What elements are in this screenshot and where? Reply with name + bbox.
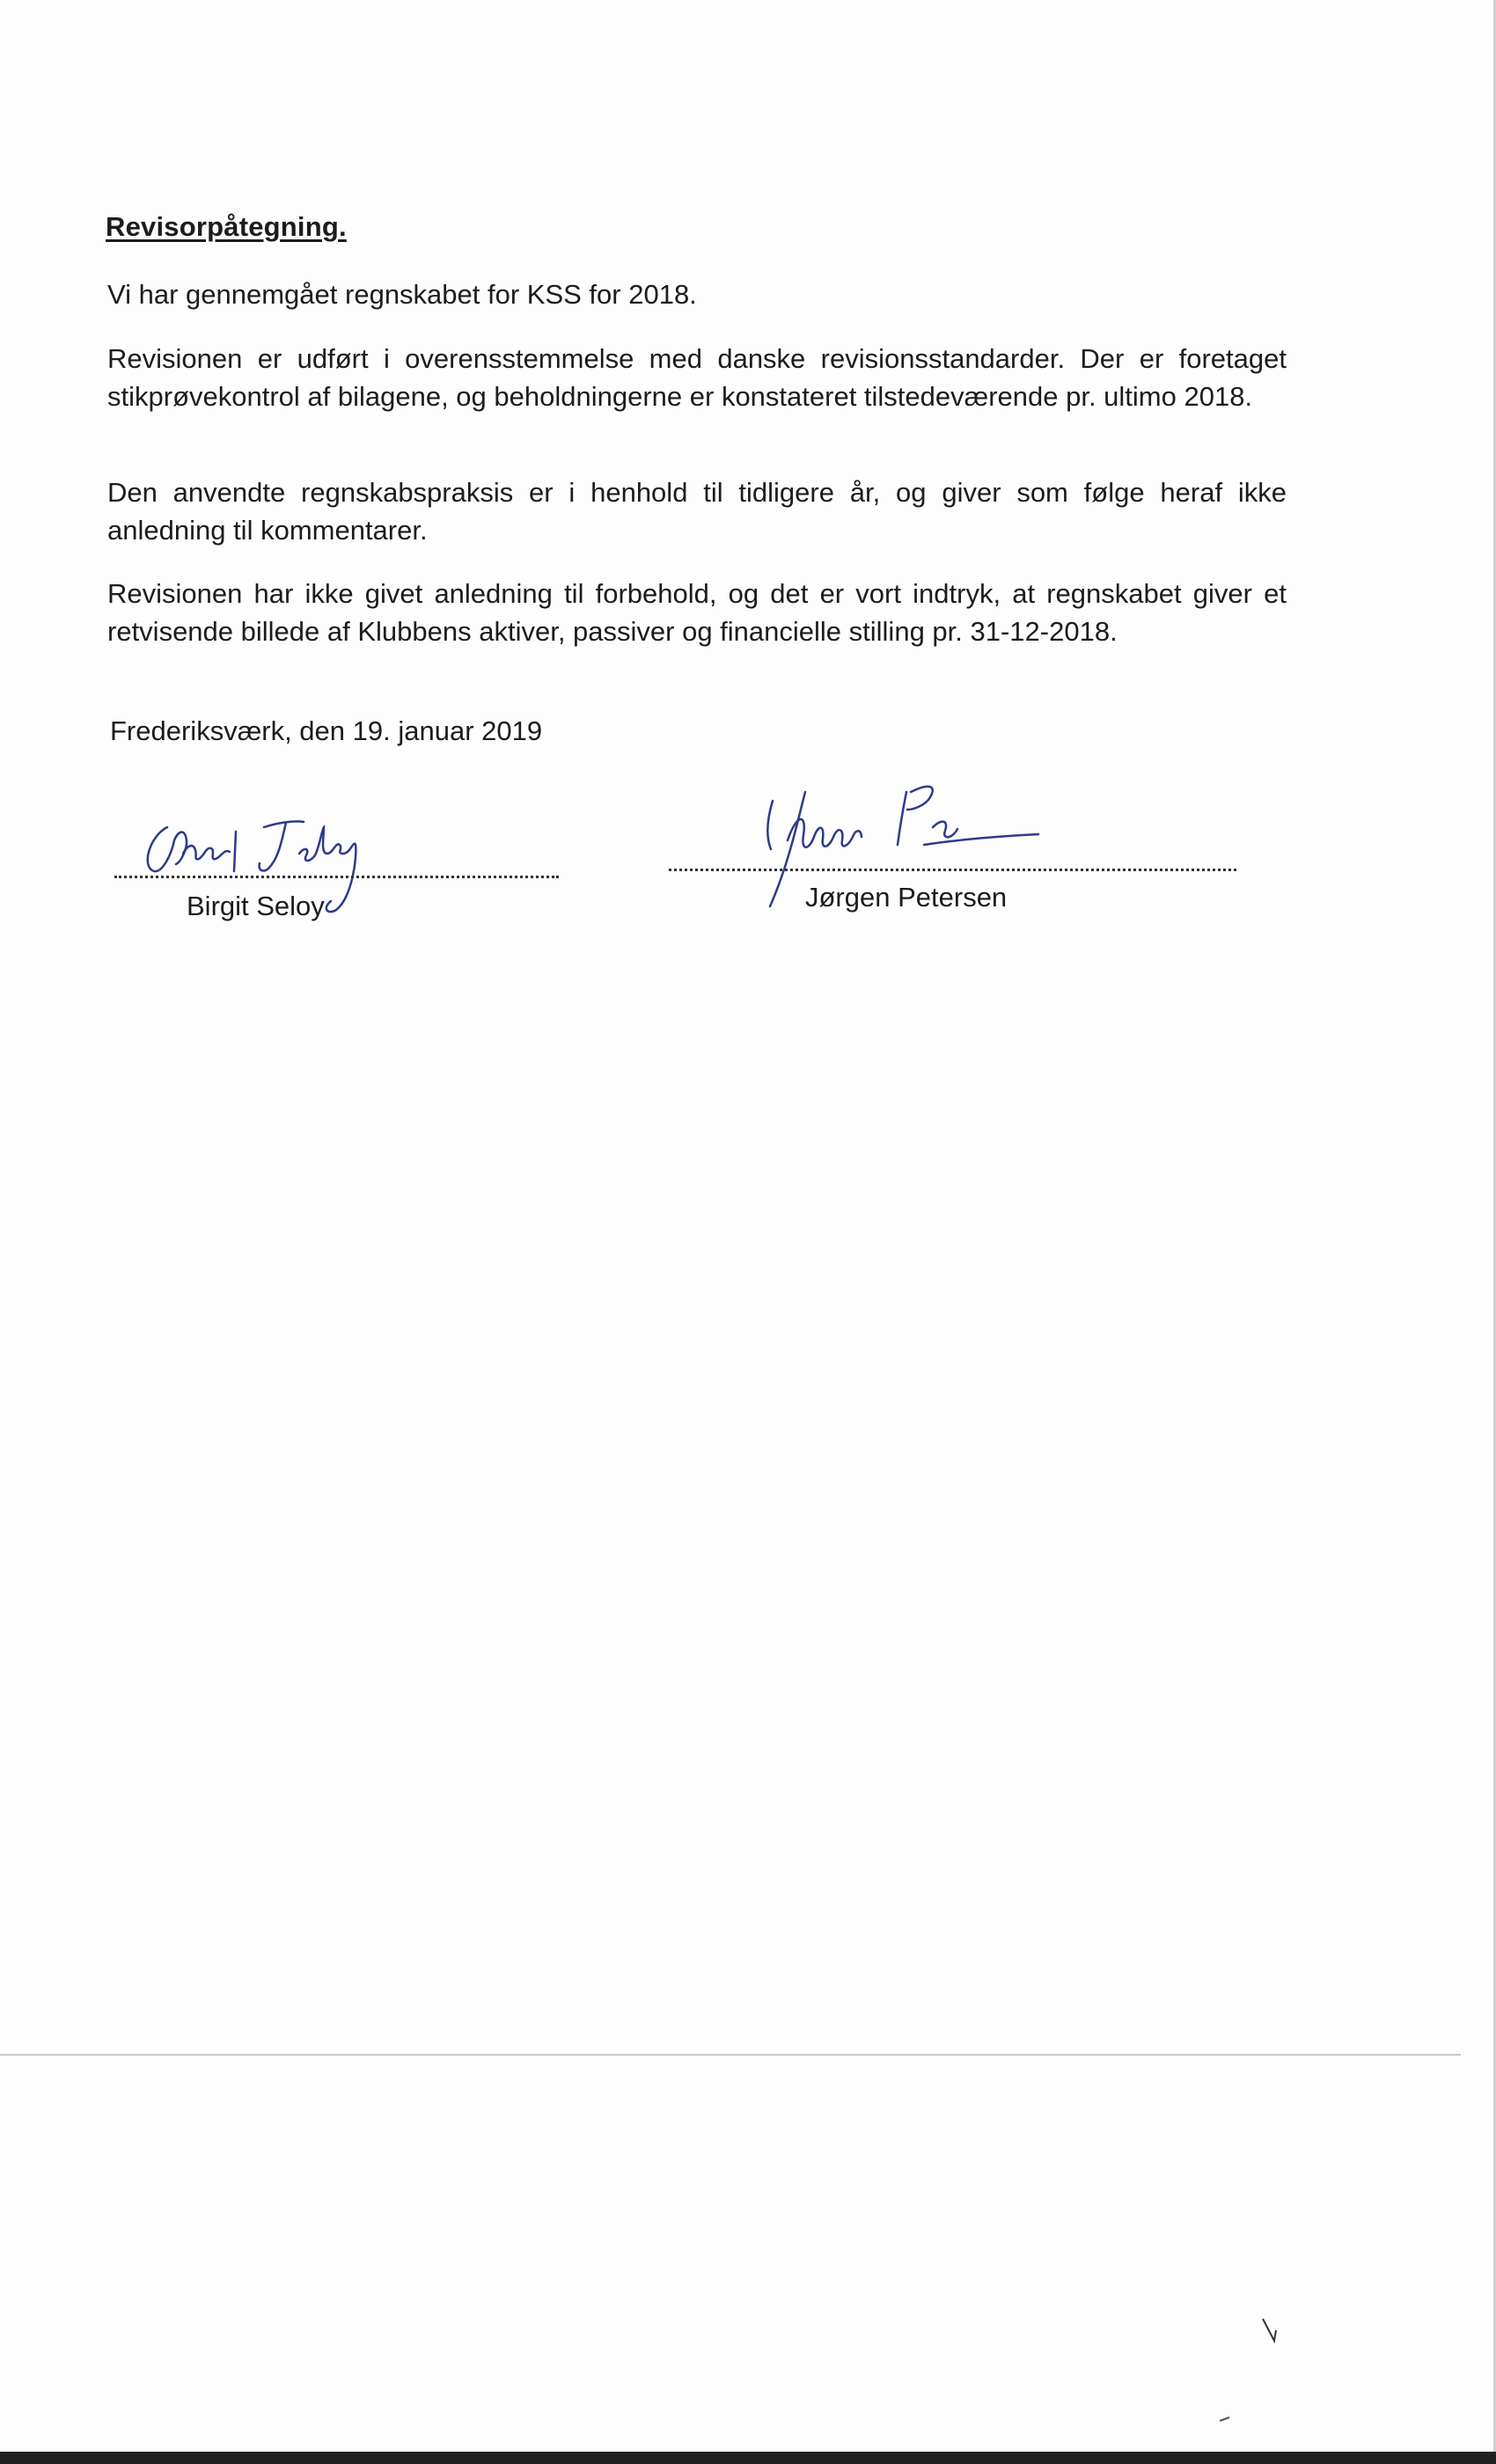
scan-mark — [1258, 2314, 1285, 2350]
paragraph-intro: Vi har gennemgået regnskabet for KSS for 2018. — [107, 279, 697, 310]
scan-speck — [1219, 2416, 1231, 2423]
signature-line-left — [114, 876, 559, 878]
signatory-name-birgit-seloy: Birgit Seloy — [187, 891, 325, 921]
paragraph-opinion: Revisionen har ikke givet anledning til forbehold, og det er vort indtryk, at regnskabet giver et retvisende billede af Klubbens aktiver, passiver og financielle stilling pr. 31-12-2018. — [107, 578, 1287, 647]
document-heading: Revisorpåtegning. — [106, 211, 347, 242]
place-and-date: Frederiksværk, den 19. januar 2019 — [110, 715, 543, 746]
scan-bottom-edge — [0, 2452, 1496, 2464]
signature-jorgen-petersen — [722, 766, 1074, 942]
paragraph-accounting-practice: Den anvendte regnskabspraksis er i henhold til tidligere år, og giver som følge heraf ikke anledning til kommentarer. — [107, 477, 1287, 546]
scan-fold-line — [0, 2054, 1461, 2056]
paragraph-audit-standards: Revisionen er udført i overensstemmelse med danske revisionsstandarder. Der er foretaget stikprøvekontrol af bilagene, og beholdningerne er konstateret tilstedeværende pr. ultimo 2018. — [107, 343, 1287, 412]
signature-line-right — [669, 869, 1236, 871]
signatory-name-jorgen-petersen: Jørgen Petersen — [805, 882, 1008, 913]
